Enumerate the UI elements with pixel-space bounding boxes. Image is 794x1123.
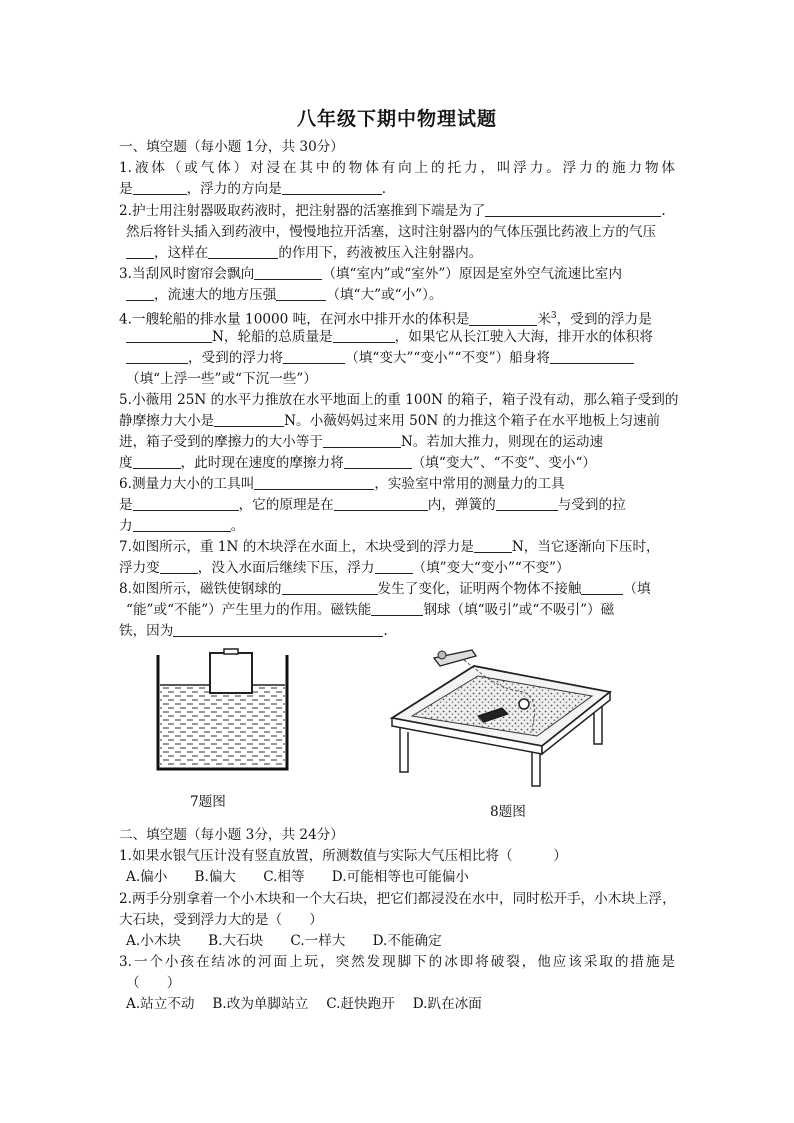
q6-text-e: 内，弹簧的 <box>427 497 496 513</box>
q8-line2 <box>126 600 675 620</box>
section2-heading: 二、填空题（每小题 3分，共 24分） <box>119 827 344 843</box>
q2-line2: 然后将针头插入到药液中，慢慢地拉开活塞，这时注射器内的气体压强比药液上方的气压 <box>126 224 657 240</box>
q4-line3 <box>126 348 675 368</box>
answer-blank[interactable] <box>469 311 537 326</box>
q5-text-d: N。若加大推力，则现在的运动速 <box>400 434 604 450</box>
figure-7-container-diagram <box>150 645 300 775</box>
answer-blank[interactable] <box>126 328 212 343</box>
q4-text-e: ，如果它从长江驶入大海，排开水的体积将 <box>394 329 653 345</box>
q7-text-d: ，没入水面后继续下压，浮力 <box>197 560 375 576</box>
q7-text-c: 浮力变 <box>119 560 160 576</box>
q1-line2 <box>119 179 675 199</box>
q3-line1 <box>119 264 675 284</box>
answer-blank[interactable] <box>133 496 239 511</box>
q7-text-e: （填”变大“变小”“不变”） <box>412 560 570 576</box>
q8-text-a: 8.如图所示，磁铁使钢球的 <box>119 581 282 597</box>
q4-text-c: ，受到的浮力是 <box>556 311 652 328</box>
q8-text-g: . <box>383 623 388 639</box>
q7-line2 <box>119 558 675 578</box>
figure-7-caption: 7题图 <box>190 794 226 810</box>
q2-text-c: ，这样在 <box>154 245 209 261</box>
q6-text-d: ，它的原理是在 <box>238 497 334 513</box>
q8-text-b: 发生了变化，证明两个物体不接触 <box>377 581 582 597</box>
q4-text-d: N，轮船的总质量是 <box>212 329 333 345</box>
answer-blank[interactable] <box>126 349 188 364</box>
answer-blank[interactable] <box>133 180 187 195</box>
answer-blank[interactable] <box>160 559 198 574</box>
q7-line1 <box>119 537 675 557</box>
answer-blank[interactable] <box>254 475 374 490</box>
answer-blank[interactable] <box>375 559 413 574</box>
steel-ball <box>519 699 529 709</box>
s2-q3-options: A.站立不动 B.改为单脚站立 C.赶快跑开 D.趴在冰面 <box>126 996 482 1012</box>
q5-text-e: 度 <box>119 455 133 471</box>
q2-line3 <box>126 243 675 263</box>
q1-text-b: ，浮力的方向是 <box>186 181 282 197</box>
answer-blank[interactable] <box>208 244 278 259</box>
q6-line2 <box>119 495 675 515</box>
answer-blank[interactable] <box>282 580 378 595</box>
q6-line1 <box>119 474 675 494</box>
answer-blank[interactable] <box>214 412 284 427</box>
q6-text-h: 。 <box>230 518 245 534</box>
q5-text-a: 静摩擦力大小是 <box>119 413 215 429</box>
q6-text-f: 与受到的拉 <box>557 497 626 513</box>
answer-blank[interactable] <box>283 349 345 364</box>
answer-blank[interactable] <box>323 433 401 448</box>
s2-q2-options: A.小木块 B.大石块 C.一样大 D.不能确定 <box>126 933 442 949</box>
answer-blank[interactable] <box>333 328 395 343</box>
answer-blank[interactable] <box>282 180 382 195</box>
answer-blank[interactable] <box>496 496 558 511</box>
q8-text-f: 铁，因为 <box>119 623 174 639</box>
s2-q3-line2: （ ） <box>126 975 181 991</box>
answer-blank[interactable] <box>126 286 154 301</box>
q4-text-a: 4.一艘轮船的排水量 10000 吨，在河水中排开水的体积是 <box>119 311 470 328</box>
q3-text-d: （填“大”或“小”）。 <box>326 287 443 303</box>
q5-line3 <box>119 432 675 452</box>
q6-text-g: 力 <box>119 518 133 534</box>
q6-line3 <box>119 516 675 536</box>
answer-blank[interactable] <box>173 622 383 637</box>
q7-text-b: N，当它逐渐向下压时， <box>511 539 660 555</box>
q4-text-g: （填“变大”“变小”“不变”）船身将 <box>345 350 550 366</box>
q6-text-a: 6.测量力大小的工具叫 <box>119 476 255 492</box>
figure-8-magnet-diagram <box>382 644 612 794</box>
q4-line4: （填“上浮一些”或“下沉一些”） <box>126 371 317 387</box>
q2-text-b: . <box>661 203 666 219</box>
q3-text-c: ，流速大的地方压强 <box>154 287 277 303</box>
q5-text-c: 进，箱子受到的摩擦力的大小等于 <box>119 434 323 450</box>
s2-q2-line1: 2.两手分别拿着一个小木块和一个大石块，把它们都浸没在水中，同时松开手，小木块上浮， <box>119 891 676 907</box>
wooden-block <box>210 653 252 693</box>
q8-line1 <box>119 579 675 599</box>
q5-line1: 5.小薇用 25N 的水平力推放在水平地面上的重 100N 的箱子，箱子没有动，那么箱子受到的 <box>119 392 679 408</box>
q8-text-d: “能”或“不能”）产生里力的作用。磁铁能 <box>126 602 372 618</box>
answer-blank[interactable] <box>254 265 322 280</box>
q4-line1 <box>119 306 675 330</box>
s2-q1-options: A.偏小 B.偏大 C.相等 D.可能相等也可能偏小 <box>126 869 469 885</box>
answer-blank[interactable] <box>371 601 423 616</box>
answer-blank[interactable] <box>334 496 428 511</box>
q5-text-b: N。小薇妈妈过来用 50N 的力推这个箱子在水平地板上匀速前 <box>284 413 661 429</box>
q2-line1 <box>119 201 675 221</box>
page-title: 八年级下期中物理试题 <box>296 108 497 130</box>
q3-line2 <box>126 285 675 305</box>
water <box>160 685 285 767</box>
q5-text-g: （填“变大”、“不变”、变小“） <box>411 455 596 471</box>
q4-text-f: ，受到的浮力将 <box>188 350 284 366</box>
q4-superscript: 3 <box>550 311 557 321</box>
q1-text-a: 是 <box>119 181 133 197</box>
s2-q3-line1: 3.一个小孩在结冰的河面上玩，突然发现脚下的冰即将破裂，他应该采取的措施是 <box>119 954 675 970</box>
q8-text-e: 钢球（填“吸引”或“不吸引”）磁 <box>423 602 615 618</box>
q8-text-c: （填 <box>623 581 651 597</box>
answer-blank[interactable] <box>581 580 623 595</box>
answer-blank[interactable] <box>276 286 326 301</box>
section1-heading: 一、填空题（每小题 1分，共 30分） <box>119 139 344 155</box>
q4-text-b: 米 <box>537 311 551 328</box>
s2-q1-stem: 1.如果水银气压计没有竖直放置，所测数值与实际大气压相比将（ ） <box>119 848 567 864</box>
q6-text-c: 是 <box>119 497 133 513</box>
answer-blank[interactable] <box>133 454 181 469</box>
q5-line4 <box>119 453 675 473</box>
q1-text-c: . <box>381 181 387 197</box>
q2-text-d: 的作用下，药液被压入注射器内。 <box>278 245 483 261</box>
q5-line2 <box>119 411 675 431</box>
figure-8-caption: 8题图 <box>490 804 526 820</box>
q1-line1: 1.液体（或气体）对浸在其中的物体有向上的托力，叫浮力。浮力的施力物体 <box>119 160 675 176</box>
q3-text-b: （填“室内”或“室外”）原因是室外空气流速比室内 <box>322 266 622 282</box>
answer-blank[interactable] <box>474 538 512 553</box>
answer-blank[interactable] <box>344 454 412 469</box>
q3-text-a: 3.当刮风时窗帘会飘向 <box>119 266 255 282</box>
answer-blank[interactable] <box>550 349 634 364</box>
s2-q2-line2: 大石块，受到浮力大的是（ ） <box>119 912 323 928</box>
answer-blank[interactable] <box>485 202 661 217</box>
q6-text-b: ，实验室中常用的测量力的工具 <box>374 476 565 492</box>
q8-line3 <box>119 621 675 641</box>
q4-line2 <box>126 327 675 347</box>
q5-text-f: ，此时现在速度的摩擦力将 <box>180 455 344 471</box>
answer-blank[interactable] <box>133 517 231 532</box>
q2-text-a: 2.护士用注射器吸取药液时，把注射器的活塞推到下端是为了 <box>119 203 486 219</box>
answer-blank[interactable] <box>126 244 154 259</box>
q7-text-a: 7.如图所示，重 1N 的木块浮在水面上，木块受到的浮力是 <box>119 539 474 555</box>
